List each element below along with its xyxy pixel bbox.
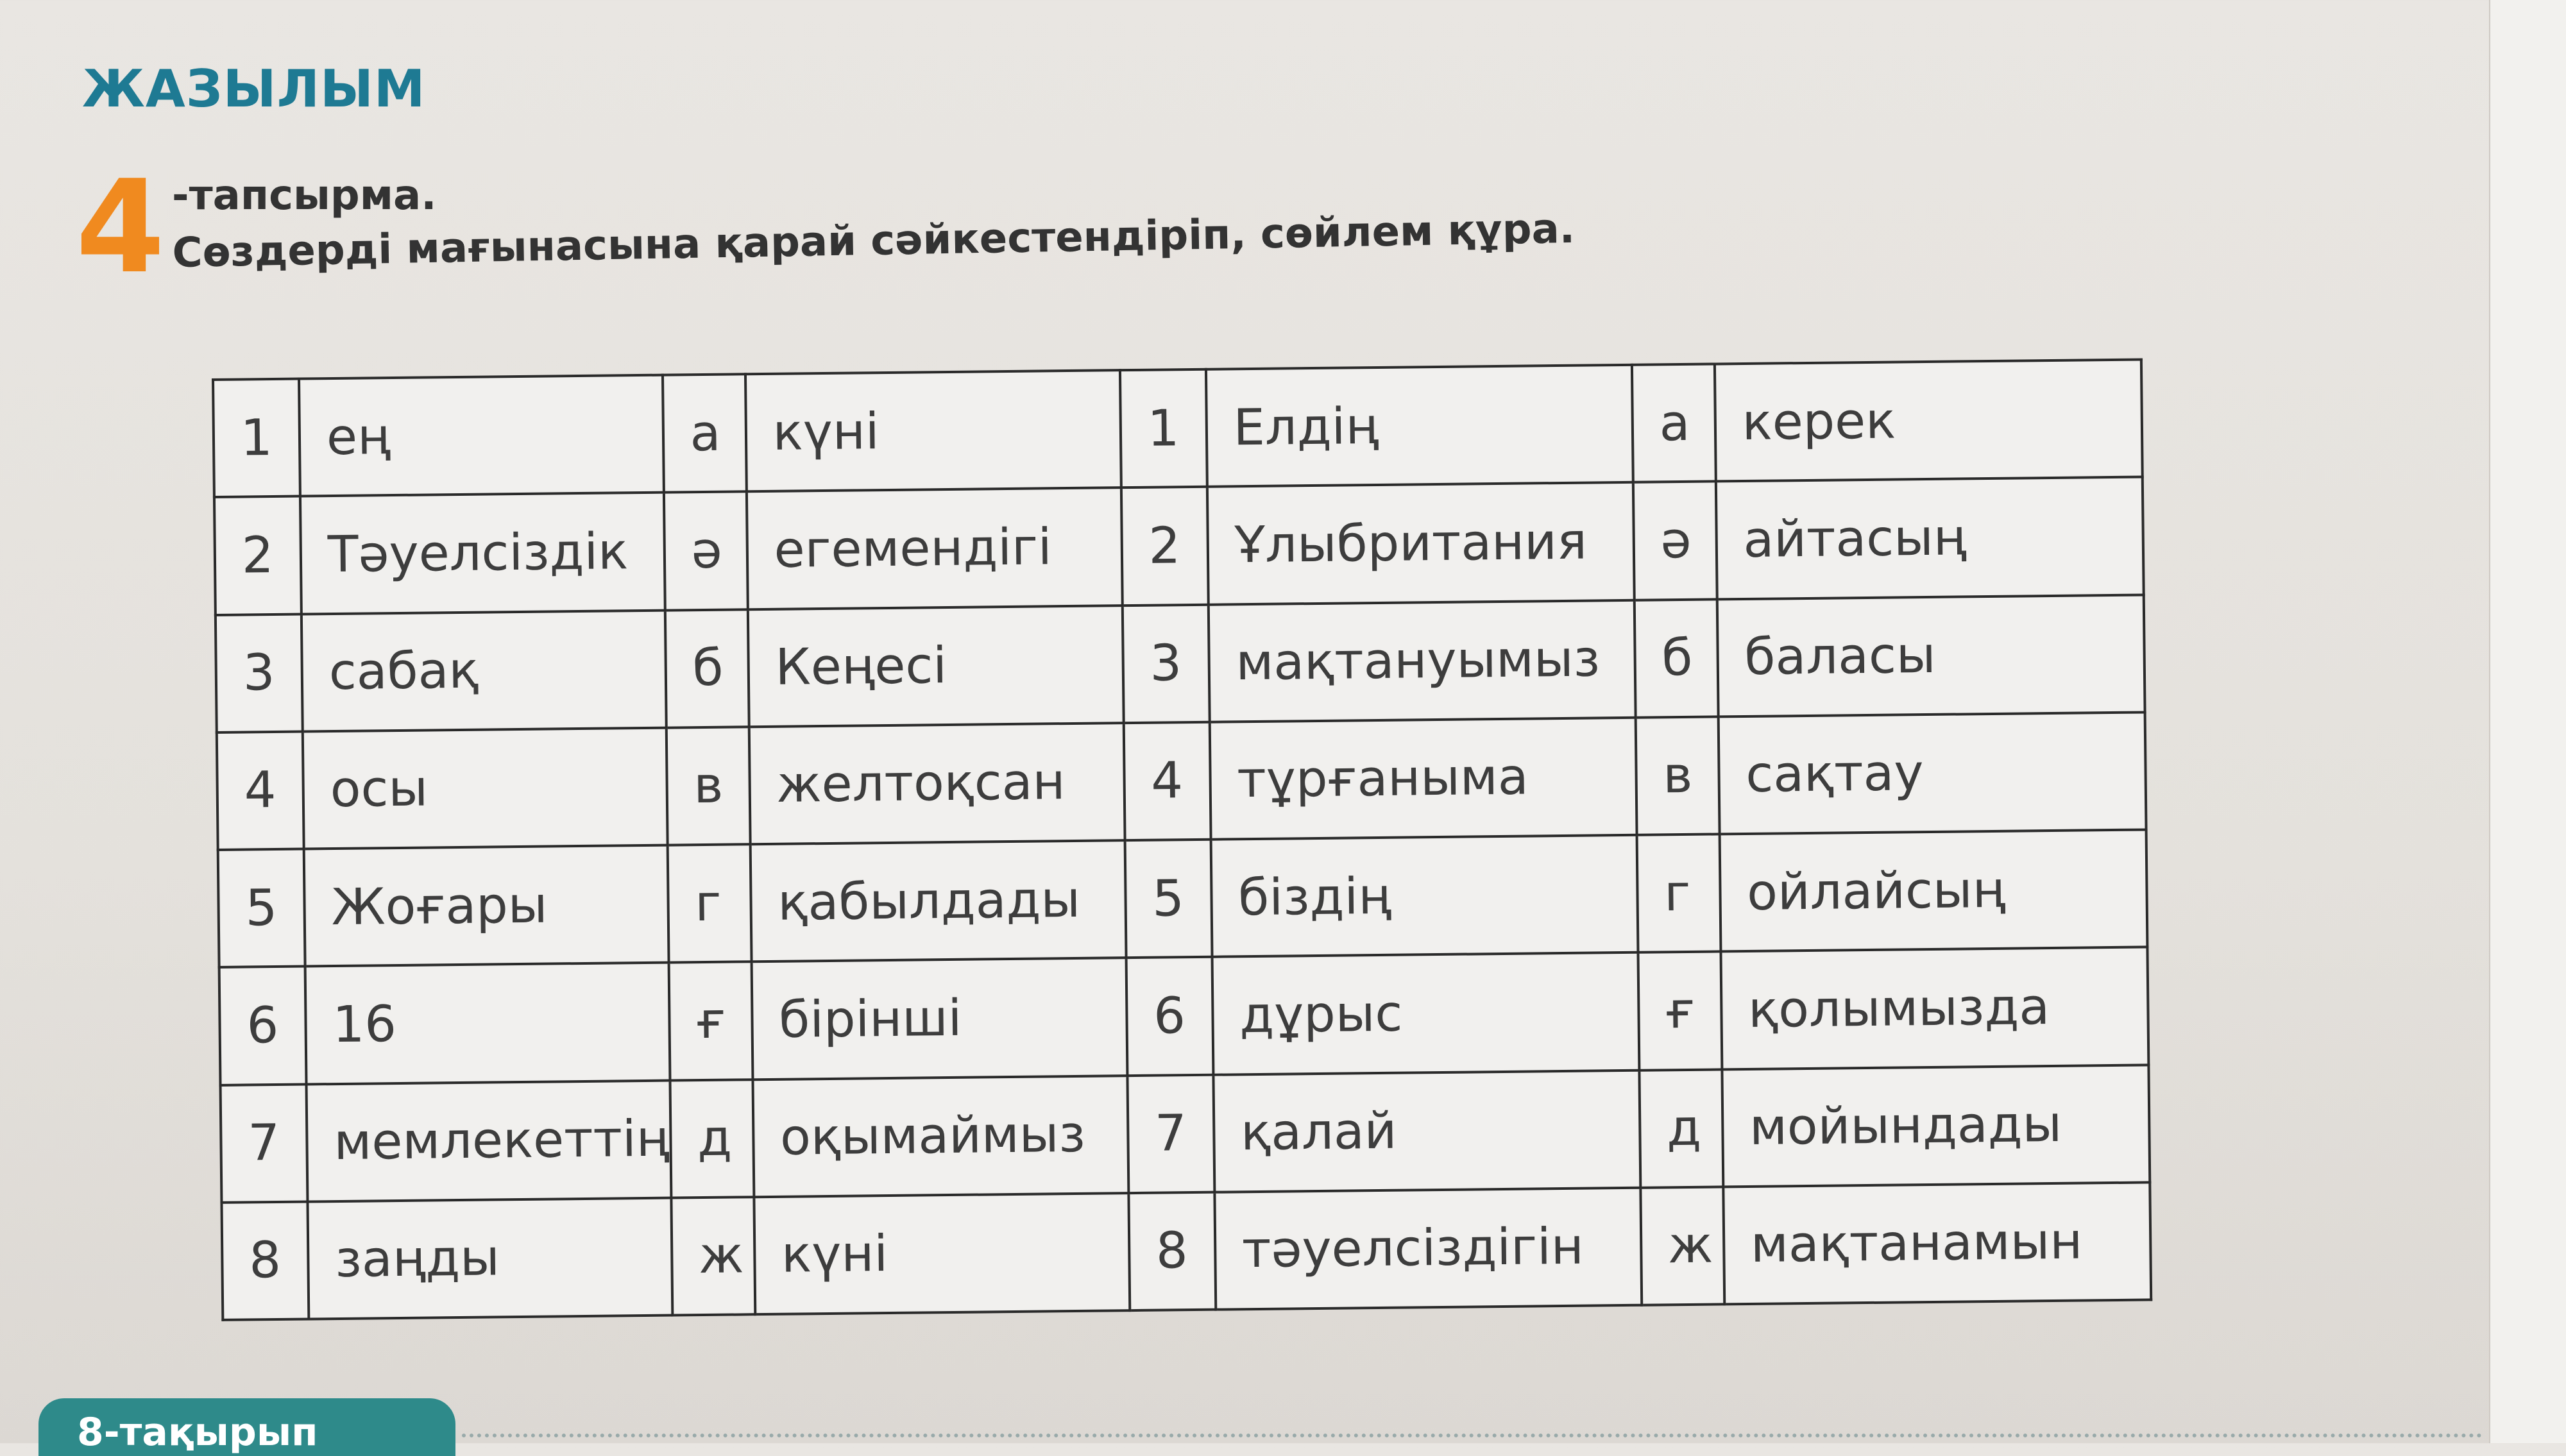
matching-table [212,358,2152,1321]
next-page-edge [2489,0,2566,1443]
row-number-right: 1 [1120,369,1207,488]
word-col-3: Елдің [1206,365,1633,487]
row-number-left: 6 [219,967,307,1085]
word-col-3: дұрыс [1212,952,1639,1074]
word-col-4: мақтанамын [1723,1182,2151,1304]
section-title: ЖАЗЫЛЫМ [82,59,426,119]
word-col-4: қолымызда [1721,947,2148,1069]
letter-right: ж [1640,1187,1724,1305]
row-number-right: 3 [1122,604,1209,723]
letter-left: г [667,844,751,963]
word-col-2: күні [754,1193,1130,1314]
word-col-3: тұрғаныма [1209,718,1636,840]
letter-left: ә [664,492,748,611]
word-col-4: керек [1715,360,2143,482]
word-col-4: айтасың [1716,477,2144,599]
row-number-left: 5 [218,849,305,968]
word-col-2: күні [745,370,1121,491]
word-col-3: Ұлыбритания [1207,482,1635,604]
row-number-right: 8 [1128,1192,1216,1310]
row-number-right: 6 [1126,957,1213,1076]
word-col-3: тәуелсіздігін [1214,1187,1642,1309]
word-col-4: мойындады [1722,1065,2150,1187]
row-number-right: 2 [1121,487,1209,605]
letter-left: д [670,1079,754,1198]
word-col-4: ойлайсың [1719,829,2147,951]
letter-left: ғ [668,961,752,1080]
letter-right: в [1635,716,1719,835]
task-number: 4 [76,153,166,302]
letter-right: ә [1633,482,1717,600]
word-col-1: 16 [305,963,670,1084]
letter-right: б [1634,599,1718,718]
table-row [216,595,2145,732]
word-col-2: Кеңесі [748,605,1124,727]
table-row [218,829,2148,967]
table-row [221,1182,2151,1320]
word-col-1: ең [299,375,664,496]
word-col-4: баласы [1717,595,2145,716]
word-col-2: қабылдады [750,840,1126,961]
letter-left: в [666,727,750,845]
word-col-3: біздің [1211,835,1638,957]
word-col-1: заңды [307,1198,672,1319]
table-row [219,947,2149,1085]
word-col-2: оқымаймыз [752,1076,1128,1197]
row-number-right: 4 [1123,722,1211,840]
word-col-1: Жоғары [304,845,669,967]
word-col-4: сақтау [1718,712,2146,834]
word-col-2: егемендігі [747,487,1123,609]
table-row [213,360,2143,498]
row-number-left: 3 [216,614,303,732]
footer-tab [38,1398,455,1456]
row-number-right: 5 [1125,840,1212,958]
footer-divider [462,1434,2483,1437]
letter-left: б [665,609,749,728]
word-col-2: бірінші [751,958,1127,1079]
letter-right: ғ [1638,952,1722,1071]
table-row [214,477,2144,615]
word-col-3: мақтануымыз [1208,600,1635,722]
table-row [221,1065,2150,1203]
footer-tab-label: 8-тақырып [77,1410,318,1455]
word-col-3: қалай [1213,1070,1640,1192]
row-number-left: 4 [217,731,304,850]
word-col-1: мемлекеттің [307,1080,672,1201]
row-number-left: 1 [213,379,300,498]
table-row [217,712,2146,850]
letter-right: г [1636,834,1721,952]
letter-right: д [1639,1069,1723,1188]
letter-left: а [663,374,747,493]
letter-right: а [1632,364,1716,482]
row-number-left: 7 [221,1084,308,1203]
task-label: -тапсырма. [172,172,437,219]
row-number-left: 8 [221,1201,309,1320]
task-instruction: Сөздерді мағынасына қарай сәйкестендіріп, сөйлем құра. [172,205,1576,277]
word-col-1: сабақ [302,610,667,731]
word-col-1: Тәуелсіздік [300,493,665,614]
row-number-right: 7 [1127,1074,1214,1193]
row-number-left: 2 [214,496,302,615]
word-col-1: осы [303,727,668,849]
letter-left: ж [671,1197,755,1316]
word-col-2: желтоқсан [749,723,1125,844]
